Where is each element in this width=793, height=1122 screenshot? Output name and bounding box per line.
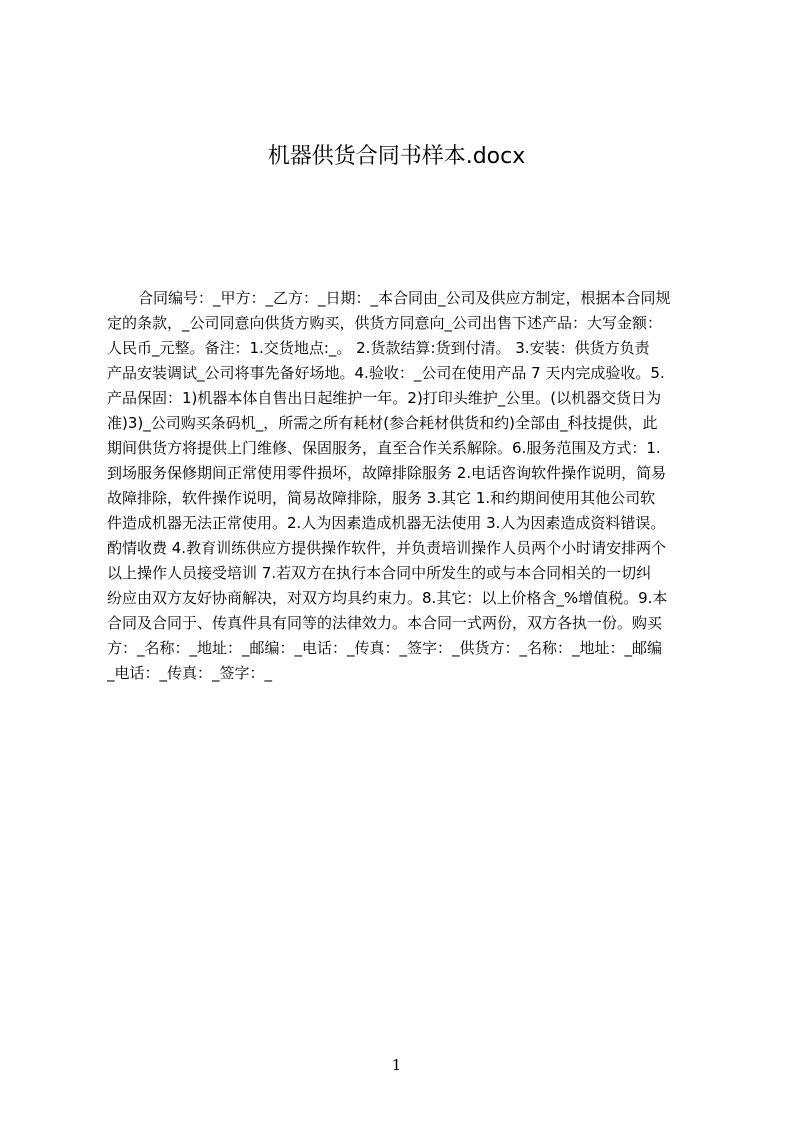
body-line: 以上操作人员接受培训 7.若双方在执行本合同中所发生的或与本合同相关的一切纠	[107, 564, 652, 582]
body-line: 合同编号：_甲方：_乙方：_日期：_本合同由_公司及供应方制定，根据本合同规	[138, 289, 671, 307]
body-line: 期间供货方将提供上门维修、保固服务，直至合作关系解除。6.服务范围及方式：1.	[107, 439, 661, 457]
body-line: 合同及合同于、传真件具有同等的法律效力。本合同一式两份，双方各执一份。购买	[107, 614, 663, 632]
body-line: 故障排除，软件操作说明，简易故障排除，服务 3.其它 1.和约期间使用其他公司软	[107, 489, 656, 507]
body-line: 准)3)_公司购买条码机_，所需之所有耗材(参合耗材供货和约)全部由_科技提供，此	[107, 414, 658, 432]
document-body	[107, 286, 707, 686]
body-line: _电话：_传真：_签字：_	[107, 664, 273, 682]
body-line: 到场服务保修期间正常使用零件损坏，故障排除服务 2.电话咨询软件操作说明，简易	[107, 464, 667, 482]
body-line: 人民币_元整。备注：1.交货地点:_。 2.货款结算:货到付清。 3.安装：供货方负责	[107, 339, 650, 357]
body-line: 方：_名称：_地址：_邮编：_电话：_传真：_签字：_供货方：_名称：_地址：_邮编	[107, 639, 663, 657]
body-line: 产品保固：1)机器本体自售出日起维护一年。2)打印头维护_公里。(以机器交货日为	[107, 389, 662, 407]
body-line: 纷应由双方友好协商解决，对双方均具约束力。8.其它：以上价格含_%增值税。9.本	[107, 589, 668, 607]
body-line: 定的条款，_公司同意向供货方购买，供货方同意向_公司出售下述产品：大写金额：	[107, 314, 663, 332]
body-line: 产品安装调试_公司将事先备好场地。4.验收：_公司在使用产品 7 天内完成验收。5.	[107, 364, 665, 382]
document-title: 机器供货合同书样本.docx	[267, 144, 526, 169]
body-line: 酌情收费 4.教育训练供应方提供操作软件，并负责培训操作人员两个小时请安排两个	[107, 539, 667, 557]
body-line: 件造成机器无法正常使用。2.人为因素造成机器无法使用 3.人为因素造成资料错误。	[107, 514, 666, 532]
page-number: 1	[391, 1056, 402, 1074]
